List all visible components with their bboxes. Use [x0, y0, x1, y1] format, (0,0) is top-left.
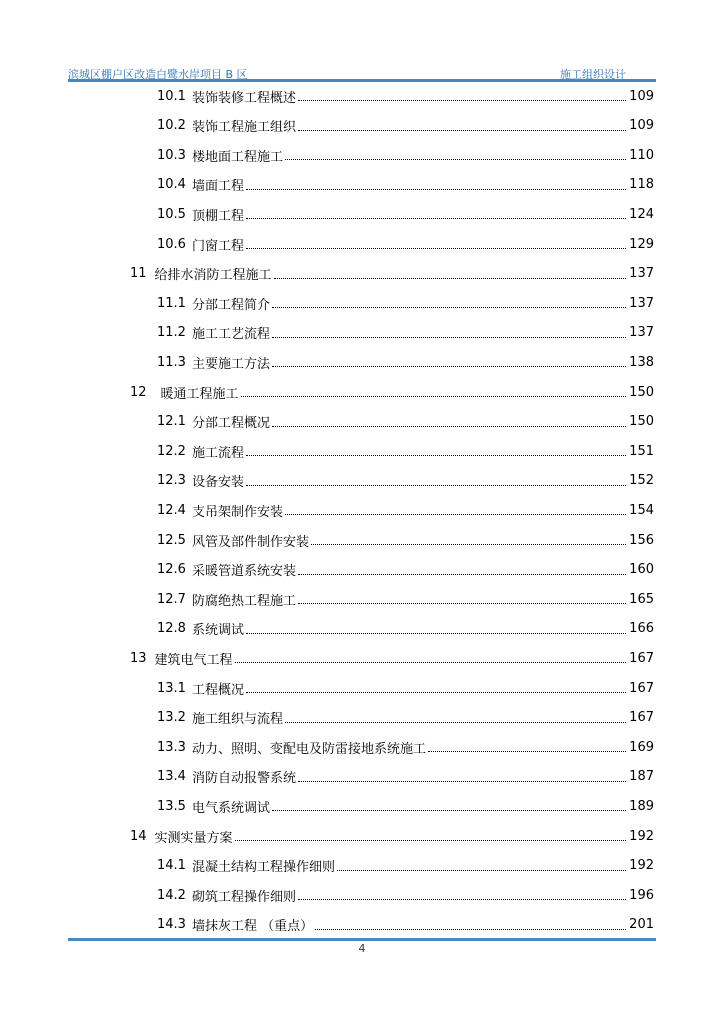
toc-entry-title: 系统调试	[191, 623, 244, 639]
toc-entry-number: 14	[130, 828, 147, 844]
toc-entry-number: 13.4	[157, 769, 186, 785]
toc-dot-leader	[298, 129, 626, 131]
toc-entry-title: 施工流程	[191, 445, 244, 461]
toc-entry-number: 14.2	[157, 887, 186, 903]
toc-entry-number: 11	[130, 266, 147, 282]
toc-entry[interactable]	[0, 500, 724, 520]
toc-dot-leader	[298, 602, 626, 604]
toc-entry[interactable]	[0, 708, 724, 728]
toc-dot-leader	[272, 336, 626, 338]
toc-entry[interactable]	[0, 560, 724, 580]
toc-dot-leader	[298, 573, 626, 575]
toc-entry-page: 166	[629, 621, 654, 637]
toc-dot-leader	[241, 395, 626, 397]
toc-dot-leader	[272, 425, 626, 427]
page-number: 4	[358, 942, 366, 955]
toc-entry[interactable]	[0, 767, 724, 787]
toc-entry-title: 支吊架制作安装	[191, 504, 283, 520]
toc-entry-page: 189	[629, 798, 654, 814]
toc-entry-title: 施工工艺流程	[191, 327, 270, 343]
toc-entry-title: 施工组织与流程	[191, 712, 283, 728]
toc-entry-title: 分部工程概况	[191, 416, 270, 432]
toc-entry-page: 124	[629, 206, 654, 222]
toc-dot-leader	[246, 188, 626, 190]
toc-entry-number: 10.5	[157, 206, 186, 222]
toc-entry-title: 墙抹灰工程 （重点）	[191, 919, 314, 935]
footer-rule	[68, 938, 656, 941]
toc-entry-number: 12	[130, 384, 147, 400]
toc-entry-number: 11.1	[157, 295, 186, 311]
toc-entry-number: 10.1	[157, 88, 186, 104]
toc-entry-title: 实测实量方案	[154, 830, 233, 846]
toc-dot-leader	[311, 543, 626, 545]
toc-dot-leader	[274, 277, 626, 279]
toc-entry-number: 12.4	[157, 502, 186, 518]
page-header	[68, 60, 656, 80]
toc-entry-page: 201	[629, 917, 654, 933]
toc-entry-number: 13.1	[157, 680, 186, 696]
toc-entry-number: 10.6	[157, 236, 186, 252]
toc-entry-number: 13.3	[157, 739, 186, 755]
toc-entry[interactable]	[0, 412, 724, 432]
toc-entry[interactable]	[0, 382, 724, 402]
toc-entry[interactable]	[0, 293, 724, 313]
toc-entry-title: 分部工程简介	[191, 297, 270, 313]
toc-entry[interactable]	[0, 648, 724, 668]
toc-entry-number: 10.2	[157, 118, 186, 134]
toc-dot-leader	[337, 869, 626, 871]
toc-entry-title: 混凝土结构工程操作细则	[191, 860, 335, 876]
toc-entry-number: 13.2	[157, 710, 186, 726]
toc-entry-page: 137	[629, 266, 654, 282]
toc-entry-title: 电气系统调试	[191, 800, 270, 816]
toc-dot-leader	[246, 247, 626, 249]
toc-dot-leader	[298, 898, 626, 900]
toc-entry-page: 150	[629, 414, 654, 430]
toc-entry[interactable]	[0, 530, 724, 550]
toc-entry-title: 动力、照明、变配电及防雷接地系统施工	[191, 741, 426, 757]
toc-dot-leader	[246, 454, 626, 456]
toc-entry-title: 设备安装	[191, 475, 244, 491]
toc-entry[interactable]	[0, 264, 724, 284]
toc-entry-page: 152	[629, 473, 654, 489]
toc-entry-number: 12.5	[157, 532, 186, 548]
toc-entry-number: 12.3	[157, 473, 186, 489]
toc-entry-page: 187	[629, 769, 654, 785]
header-doc-title: 施工组织设计	[560, 68, 626, 81]
toc-dot-leader	[285, 513, 626, 515]
toc-entry-title: 消防自动报警系统	[191, 771, 296, 787]
toc-dot-leader	[315, 928, 626, 930]
toc-entry-title: 顶棚工程	[191, 208, 244, 224]
toc-entry-page: 167	[629, 650, 654, 666]
toc-entry-title: 主要施工方法	[191, 356, 270, 372]
toc-entry[interactable]	[0, 145, 724, 165]
toc-dot-leader	[272, 365, 626, 367]
toc-entry-title: 工程概况	[191, 682, 244, 698]
toc-entry[interactable]	[0, 796, 724, 816]
toc-dot-leader	[246, 484, 626, 486]
toc-entry-page: 129	[629, 236, 654, 252]
toc-dot-leader	[285, 721, 626, 723]
toc-dot-leader	[235, 661, 626, 663]
toc-entry-page: 160	[629, 562, 654, 578]
header-rule	[68, 79, 656, 82]
toc-entry-title: 墙面工程	[191, 179, 244, 195]
toc-entry-number: 14.1	[157, 858, 186, 874]
toc-entry-title: 门窗工程	[191, 238, 244, 254]
toc-entry-number: 11.3	[157, 354, 186, 370]
toc-entry[interactable]	[0, 323, 724, 343]
toc-entry[interactable]	[0, 737, 724, 757]
toc-entry-title: 防腐绝热工程施工	[191, 593, 296, 609]
toc-entry[interactable]	[0, 885, 724, 905]
toc-entry-page: 150	[629, 384, 654, 400]
toc-dot-leader	[298, 99, 626, 101]
toc-dot-leader	[246, 632, 626, 634]
toc-entry-page: 137	[629, 325, 654, 341]
toc-entry-page: 165	[629, 591, 654, 607]
toc-entry-page: 151	[629, 443, 654, 459]
toc-entry-page: 192	[629, 828, 654, 844]
toc-dot-leader	[272, 306, 626, 308]
toc-entry[interactable]	[0, 441, 724, 461]
toc-entry-title: 楼地面工程施工	[191, 149, 283, 165]
toc-entry-number: 10.3	[157, 147, 186, 163]
toc-entry-page: 192	[629, 858, 654, 874]
toc-entry[interactable]	[0, 678, 724, 698]
toc-entry-page: 109	[629, 118, 654, 134]
toc-entry-page: 156	[629, 532, 654, 548]
toc-entry-number: 12.1	[157, 414, 186, 430]
toc-entry-page: 196	[629, 887, 654, 903]
toc-entry-title: 装饰装修工程概述	[191, 90, 296, 106]
toc-dot-leader	[272, 809, 626, 811]
toc-dot-leader	[428, 750, 626, 752]
toc-entry-title: 风管及部件制作安装	[191, 534, 309, 550]
toc-entry-page: 167	[629, 710, 654, 726]
toc-entry-page: 118	[629, 177, 654, 193]
toc-entry[interactable]	[0, 234, 724, 254]
toc-dot-leader	[246, 217, 626, 219]
toc-entry-number: 12.6	[157, 562, 186, 578]
toc-entry-title: 砌筑工程操作细则	[191, 889, 296, 905]
toc-entry-title: 给排水消防工程施工	[154, 268, 272, 284]
toc-entry-number: 13.5	[157, 798, 186, 814]
toc-entry-page: 169	[629, 739, 654, 755]
toc-entry-number: 14.3	[157, 917, 186, 933]
toc-entry-page: 167	[629, 680, 654, 696]
toc-entry[interactable]	[0, 116, 724, 136]
toc-entry-title: 暖通工程施工	[160, 386, 239, 402]
toc-entry-number: 10.4	[157, 177, 186, 193]
toc-entry[interactable]	[0, 915, 724, 935]
toc-entry-number: 12.8	[157, 621, 186, 637]
toc-dot-leader	[298, 780, 626, 782]
toc-entry[interactable]	[0, 856, 724, 876]
toc-entry[interactable]	[0, 204, 724, 224]
header-project-name: 滨城区棚户区改造白鹭水岸项目 B 区	[68, 68, 248, 81]
toc-entry[interactable]	[0, 589, 724, 609]
toc-entry-title: 建筑电气工程	[154, 652, 233, 668]
toc-entry[interactable]	[0, 175, 724, 195]
toc-entry[interactable]	[0, 86, 724, 106]
toc-entry-title: 装饰工程施工组织	[191, 120, 296, 136]
toc-dot-leader	[285, 158, 626, 160]
toc-entry-number: 13	[130, 650, 147, 666]
toc-entry-page: 137	[629, 295, 654, 311]
toc-entry-page: 138	[629, 354, 654, 370]
toc-dot-leader	[246, 691, 626, 693]
toc-entry[interactable]	[0, 352, 724, 372]
toc-entry-number: 12.7	[157, 591, 186, 607]
toc-entry-page: 154	[629, 502, 654, 518]
toc-entry[interactable]	[0, 619, 724, 639]
toc-dot-leader	[235, 839, 626, 841]
toc-entry-title: 采暖管道系统安装	[191, 564, 296, 580]
toc-entry[interactable]	[0, 471, 724, 491]
toc-entry-number: 12.2	[157, 443, 186, 459]
toc-entry-number: 11.2	[157, 325, 186, 341]
toc-entry-page: 110	[629, 147, 654, 163]
toc-entry-page: 109	[629, 88, 654, 104]
toc-entry[interactable]	[0, 826, 724, 846]
